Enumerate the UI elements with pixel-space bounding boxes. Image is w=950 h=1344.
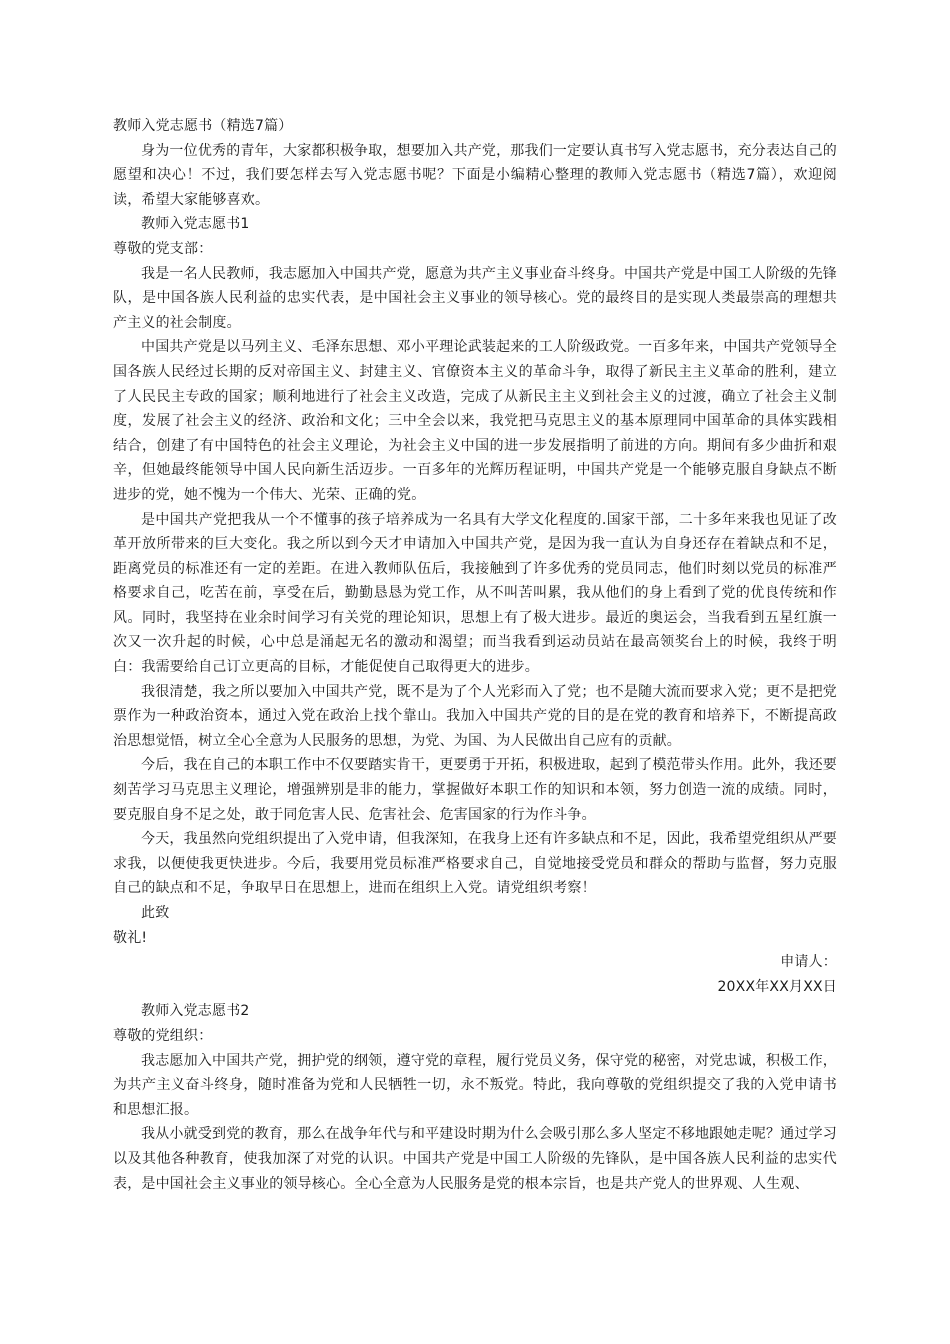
letter1-paragraph: 今天，我虽然向党组织提出了入党申请，但我深知，在我身上还有许多缺点和不足，因此，我希望党组织从严要求我，以便使我更快进步。今后，我要用党员标准严格要求自己，自觉地接受党员和群众的帮助与监督，努力克服自己的缺点和不足，争取早日在思想上，进而在组织上入党。请党组织考察！ xyxy=(113,831,837,897)
letter2-salutation: 尊敬的党组织： xyxy=(113,1027,213,1044)
letter2-paragraph: 我从小就受到党的教育，那么在战争年代与和平建设时期为什么会吸引那么多人坚定不移地跟她走呢？通过学习以及其他各种教育，使我加深了对党的认识。中国共产党是中国工人阶级的先锋队，是中国各族人民利益的忠实代表，是中国社会主义事业的领导核心。全心全意为人民服务是党的根本宗旨，也是共产党人的世界观、人生观、 xyxy=(113,1126,837,1192)
letter1-paragraph: 今后，我在自己的本职工作中不仅要踏实肯干，更要勇于开拓，积极进取，起到了模范带头作用。此外，我还要刻苦学习马克思主义理论，增强辨别是非的能力，掌握做好本职工作的知识和本领，努力创造一流的成绩。同时，要克服自身不足之处，敢于同危害人民、危害社会、危害国家的行为作斗争。 xyxy=(113,757,837,823)
document-title: 教师入党志愿书（精选7篇） xyxy=(113,118,293,134)
letter1-paragraph: 中国共产党是以马列主义、毛泽东思想、邓小平理论武装起来的工人阶级政党。一百多年来，中国共产党领导全国各族人民经过长期的反对帝国主义、封建主义、官僚资本主义的革命斗争，取得了新民主主义革命的胜利，建立了人民民主专政的国家；顺利地进行了社会主义改造，完成了从新民主主义到社会主义的过渡，确立了社会主义制度，发展了社会主义的经济、政治和文化；三中全会以来，我党把马克思主义的基本原理同中国革命的具体实践相结合，创建了有中国特色的社会主义理论，为社会主义中国的进一步发展指明了前进的方向。期间有多少曲折和艰辛，但她最终能领导中国人民向新生活迈步。一百多年的光辉历程证明，中国共产党是一个能够克服自身缺点不断进步的党，她不愧为一个伟大、光荣、正确的党。 xyxy=(113,339,837,503)
document-page xyxy=(113,114,837,1196)
letter1-applicant: 申请人： xyxy=(780,954,837,971)
letter1-heading: 教师入党志愿书1 xyxy=(141,216,250,233)
letter1-salutation: 尊敬的党支部： xyxy=(113,240,213,257)
letter1-paragraph: 我很清楚，我之所以要加入中国共产党，既不是为了个人光彩而入了党；也不是随大流而要求入党；更不是把党票作为一种政治资本，通过入党在政治上找个靠山。我加入中国共产党的目的是在党的教育和培养下，不断提高政治思想觉悟，树立全心全意为人民服务的思想，为党、为国、为人民做出自己应有的贡献。 xyxy=(113,683,837,749)
intro-paragraph: 身为一位优秀的青年，大家都积极争取，想要加入共产党，那我们一定要认真书写入党志愿书，充分表达自己的愿望和决心！不过，我们要怎样去写入党志愿书呢？下面是小编精心整理的教师入党志愿书（精选7篇），欢迎阅读，希望大家能够喜欢。 xyxy=(113,142,837,208)
letter1-closing-ci-zhi: 此致 xyxy=(141,905,170,921)
letter1-paragraph: 是中国共产党把我从一个不懂事的孩子培养成为一名具有大学文化程度的.国家干部，二十多年来我也见证了改革开放所带来的巨大变化。我之所以到今天才申请加入中国共产党，是因为我一直认为自身还存在着缺点和不足，距离党员的标准还有一定的差距。在进入教师队伍后，我接触到了许多优秀的党员同志，他们时刻以党员的标准严格要求自己，吃苦在前，享受在后，勤勤恳恳为党工作，从不叫苦叫累，我从他们的身上看到了党的优良传统和作风。同时，我坚持在业余时间学习有关党的理论知识，思想上有了极大进步。最近的奥运会，当我看到五星红旗一次又一次升起的时候，心中总是涌起无名的激动和渴望；而当我看到运动员站在最高领奖台上的时候，我终于明白：我需要给自己订立更高的目标，才能促使自己取得更大的进步。 xyxy=(113,511,837,676)
letter2-paragraph: 我志愿加入中国共产党，拥护党的纲领，遵守党的章程，履行党员义务，保守党的秘密，对党忠诚，积极工作，为共产主义奋斗终身，随时准备为党和人民牺牲一切，永不叛党。特此，我向尊敬的党组织提交了我的入党申请书和思想汇报。 xyxy=(113,1052,837,1118)
letter2-heading: 教师入党志愿书2 xyxy=(141,1003,250,1020)
letter1-closing-jing-li: 敬礼! xyxy=(113,929,148,946)
letter1-date: 20XX年XX月XX日 xyxy=(717,978,837,995)
letter1-paragraph: 我是一名人民教师，我志愿加入中国共产党，愿意为共产主义事业奋斗终身。中国共产党是中国工人阶级的先锋队，是中国各族人民利益的忠实代表，是中国社会主义事业的领导核心。党的最终目的是实现人类最崇高的理想共产主义的社会制度。 xyxy=(113,265,837,331)
